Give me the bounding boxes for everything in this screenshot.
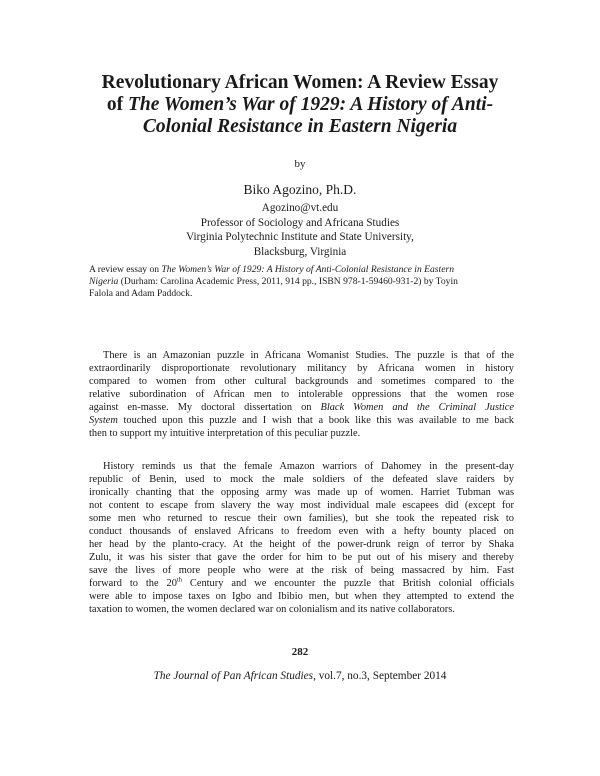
p1-line: extraordinarily disproportionate revolutionary militancy by Africana women in history	[89, 363, 514, 374]
review-book-title-2: Nigeria	[89, 276, 119, 288]
review-note-line-3: Falola and Adam Paddock.	[89, 288, 193, 300]
p2-line: save the lives of more people who were at the risk of being massacred by him. Fast	[89, 565, 514, 576]
page-number: 282	[291, 646, 309, 658]
p2-line: ironically chanting that the opposing army was made up of women. Harriet Tubman was	[89, 487, 514, 498]
p1-line	[89, 414, 514, 427]
p1-line	[89, 401, 514, 414]
title-prefix: of	[106, 94, 128, 115]
author-email: Agozino@vt.edu	[261, 202, 339, 214]
article-title	[60, 72, 540, 138]
review-note	[89, 264, 514, 301]
p2-line: conduct thousands of enslaved Africans to freedom even with a hefty bounty placed on	[89, 526, 514, 537]
p1-text: touched upon this puzzle and I wish that a book like this was available to me back	[117, 415, 514, 426]
p2-line	[89, 577, 514, 590]
journal-name: The Journal of Pan African Studies	[153, 670, 314, 682]
journal-issue: , vol.7, no.3, September 2014	[313, 670, 447, 682]
p1-line: then to support my intuitive interpretation of this peculiar puzzle.	[89, 428, 361, 439]
p2-text: Century and we encounter the puzzle that British colonial officials	[181, 578, 514, 589]
review-note-line-2	[89, 276, 514, 288]
p1-line: relative subordination of African men to intolerable oppressions that the women rose	[89, 389, 514, 400]
title-line-3	[60, 116, 540, 138]
p1-text: against en-masse. My doctoral dissertation on	[89, 402, 321, 413]
author-name: Biko Agozino, Ph.D.	[243, 182, 357, 197]
journal-citation	[0, 670, 600, 682]
author-location: Blacksburg, Virginia	[253, 245, 347, 258]
p2-line: republic of Benin, used to mock the male soldiers of the defeated slave raiders by	[89, 474, 514, 485]
p2-line: taxation to women, the women declared war on colonialism and its native collaborators.	[89, 604, 455, 615]
dissertation-title-part2: System	[89, 415, 118, 426]
author-position: Professor of Sociology and Africana Studies	[200, 216, 400, 229]
title-book-name-part1: The Women’s War of 1929: A History of Anti-	[128, 94, 494, 115]
title-line-2	[60, 94, 540, 116]
review-prefix: A review essay on	[89, 264, 162, 275]
author-affiliation	[0, 201, 600, 259]
p1-line: compared to women from other cultural backgrounds and sometimes compared to the	[89, 376, 514, 387]
author-institution: Virginia Polytechnic Institute and State University,	[186, 231, 414, 244]
p2-line: her head by the planto-cracy. At the height of the power-drunk reign of terror by Shaka	[89, 539, 514, 550]
review-note-line-1	[89, 264, 514, 276]
p2-line: History reminds us that the female Amazon warriors of Dahomey in the present-day	[103, 461, 514, 472]
p2-text: forward to the 20	[89, 578, 177, 589]
p2-line: were able to impose taxes on Igbo and Ibibio men, but when they attempted to extend the	[89, 591, 514, 602]
by-label: by	[294, 158, 306, 170]
title-line-1: Revolutionary African Women: A Review Essay	[101, 72, 499, 93]
review-details: (Durham: Carolina Academic Press, 2011, 914 pp., ISBN 978-1-59460-931-2) by Toyin	[118, 276, 458, 288]
p1-line: There is an Amazonian puzzle in Africana Womanist Studies. The puzzle is that of the	[103, 350, 514, 361]
dissertation-title-part1: Black Women and the Criminal Justice	[320, 402, 514, 413]
p2-line: Zulu, it was his sister that gave the order for him to be put out of his misery and thereby	[89, 552, 514, 563]
body-paragraph-2	[89, 460, 514, 616]
p2-line: not content to escape from slavery the way most individual male escapees did (except for	[89, 500, 514, 511]
title-book-name-part2: Colonial Resistance in Eastern Nigeria	[142, 116, 458, 137]
p2-line: some men who returned to rescue their own families), but she took the repeated risk to	[89, 513, 514, 524]
superscript: th	[176, 576, 182, 584]
body-paragraph-1	[89, 349, 514, 440]
review-book-title-1: The Women’s War of 1929: A History of Anti-Colonial Resistance in Eastern	[161, 264, 454, 275]
